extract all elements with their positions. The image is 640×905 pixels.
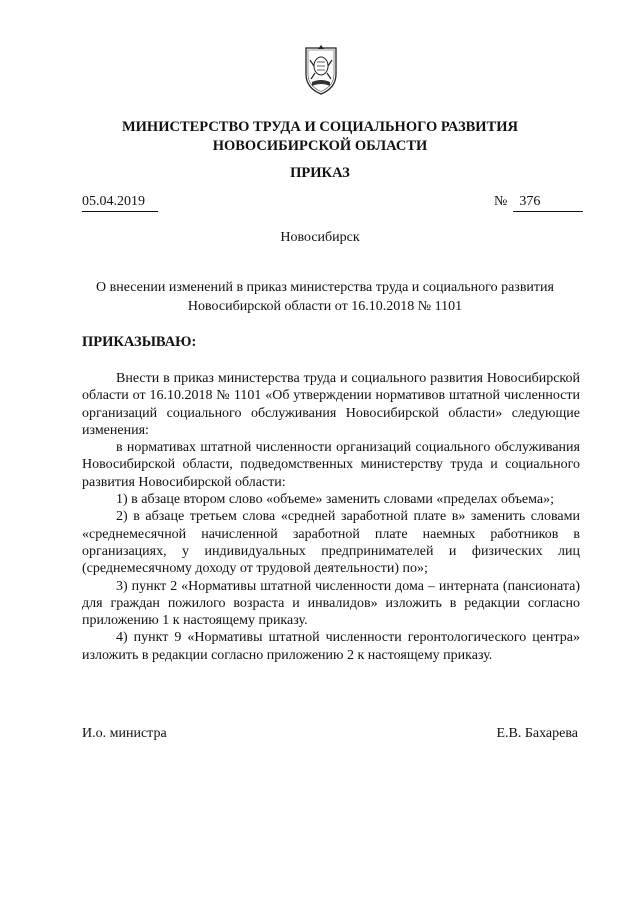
document-date: 05.04.2019 xyxy=(82,194,158,212)
body-norms-paragraph: в нормативах штатной численности организаций социального обслуживания Новосибирской области, подведомственных министерству труда и социального развития Новосибирской области: xyxy=(82,440,580,490)
subject-line1: О внесении изменений в приказ министерства труда и социального развития xyxy=(96,280,554,295)
body-item-3: 3) пункт 2 «Нормативы штатной численности дома – интерната (пансионата) для граждан пожилого возраста и инвалидов» изложить в редакции согласно приложению 1 к настоящему приказу. xyxy=(82,578,580,629)
document-type: ПРИКАЗ xyxy=(290,165,350,181)
body-item-1: 1) в абзаце втором слово «объеме» заменить словами «пределах объема»; xyxy=(116,492,555,508)
coat-of-arms-icon xyxy=(300,44,342,96)
document-number-block xyxy=(494,194,583,212)
number-sign: № xyxy=(494,194,508,209)
signatory-name: Е.В. Бахарева xyxy=(496,726,578,741)
organization-name-line2: НОВОСИБИРСКОЙ ОБЛАСТИ xyxy=(212,138,428,154)
subject-line2: Новосибирской области от 16.10.2018 № 1101 xyxy=(187,299,463,314)
city: Новосибирск xyxy=(280,230,360,245)
body-item-4: 4) пункт 9 «Нормативы штатной численности геронтологического центра» изложить в редакции согласно приложению 2 к настоящему приказу. xyxy=(82,630,580,663)
organization-name-line1: МИНИСТЕРСТВО ТРУДА И СОЦИАЛЬНОГО РАЗВИТИЯ xyxy=(121,119,519,135)
body-intro-paragraph: Внести в приказ министерства труда и социального развития Новосибирской области от 16.10.2018 № 1101 «Об утверждении нормативов штатной численности организаций социального обслуживания Новосибирской области» следующие изменения: xyxy=(82,371,580,438)
body-item-2: 2) в абзаце третьем слова «средней заработной плате в» заменить словами «среднемесячной начисленной заработной плате наемных работников в организациях, у индивидуальных предпринимателей и физических лиц (среднемесячному доходу от трудовой деятельности) по»; xyxy=(82,509,580,577)
organization-name xyxy=(60,118,580,156)
document-body xyxy=(82,370,580,664)
document-subject xyxy=(70,278,580,316)
signatory-position: И.о. министра xyxy=(82,726,167,741)
order-heading: ПРИКАЗЫВАЮ: xyxy=(82,334,197,350)
document-number: 376 xyxy=(513,194,583,212)
